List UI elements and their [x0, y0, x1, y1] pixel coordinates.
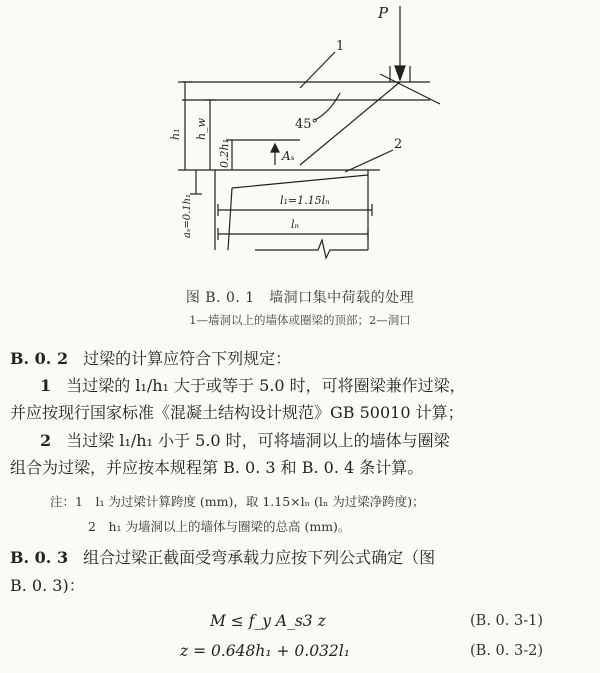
l1-label: l₁=1.15lₙ [280, 194, 330, 207]
h1-label: h₁ [169, 128, 182, 140]
as-label: aₛ=0.1h₁ [182, 193, 193, 238]
ln-label: lₙ [291, 218, 299, 231]
item-2-line-1 [10, 428, 595, 454]
hw-label: h_w [195, 118, 208, 140]
item-text: 当过梁 l₁/h₁ 小于 5.0 时，可将墙洞以上的墙体与圈梁 [66, 431, 450, 450]
section-number: B. 0. 3 [10, 548, 69, 567]
section-b02-heading-line [10, 346, 595, 372]
As-label: Aₛ [282, 149, 295, 163]
section-text: 组合过梁正截面受弯承载力应按下列公式确定（图 [83, 548, 436, 567]
item-1-line-1 [10, 373, 595, 399]
figure-legend: 1—墙洞以上的墙体或圈梁的顶部；2—洞口 [189, 313, 411, 327]
section-number: B. 0. 2 [10, 349, 69, 368]
item-text: 当过梁的 l₁/h₁ 大于或等于 5.0 时，可将圈梁兼作过梁， [66, 376, 466, 395]
formula-2: z = 0.648h₁ + 0.032l₁ [180, 642, 350, 660]
callout-1: 1 [336, 39, 345, 54]
angle-label: 45° [295, 117, 319, 132]
item-number: 2 [40, 431, 52, 450]
load-label: P [378, 4, 389, 22]
formula-1: M ≤ f_y A_s3 z [210, 612, 326, 630]
callout-2: 2 [394, 137, 403, 152]
formula-2-number: (B. 0. 3-2) [470, 643, 543, 659]
section-b03-line-2: B. 0. 3)： [10, 576, 85, 595]
figure-caption: 图 B. 0. 1 墙洞口集中荷载的处理 [185, 290, 415, 306]
item-1-line-2: 并应按现行国家标准《混凝土结构设计规范》GB 50010 计算； [10, 403, 464, 422]
h02-label: 0.2h₁ [218, 139, 231, 168]
item-number: 1 [40, 376, 52, 395]
note-2: 2 h₁ 为墙洞以上的墙体与圈梁的总高 (mm)。 [88, 519, 351, 534]
note-1: 注：1 l₁ 为过梁计算跨度 (mm)，取 1.15×lₙ (lₙ 为过梁净跨度)； [50, 494, 425, 509]
section-title: 过梁的计算应符合下列规定： [83, 349, 292, 368]
wall-opening-figure [0, 0, 600, 280]
item-2-line-2: 组合为过梁，并应按本规程第 B. 0. 3 和 B. 0. 4 条计算。 [10, 458, 424, 477]
formula-1-number: (B. 0. 3-1) [470, 613, 543, 629]
section-b03-line-1 [10, 545, 595, 571]
